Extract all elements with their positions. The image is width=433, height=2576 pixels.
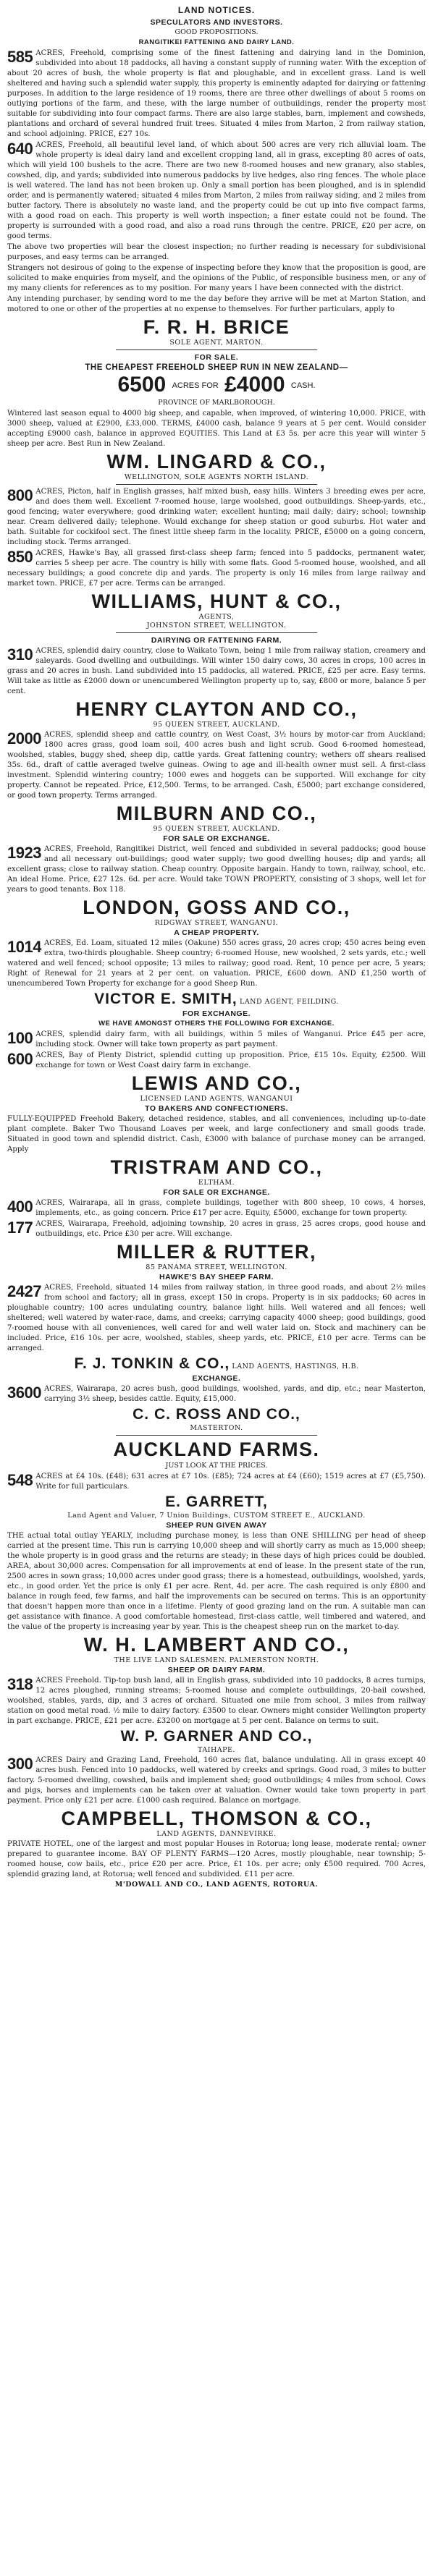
ad-paragraph: PRIVATE HOTEL, one of the largest and most popular Houses in Rotorua; long lease, moderate rental; owner prepared to guarantee income. BAY OF PLENTY FARMS—120 Acres, mostly ploughable, near township; 5-roomed house, cow bails, etc., price £20 per acre. Price, £1 10s. per acre; only £500 required. 700 Acres, splendid grazing land, at Rotorua; well fenced and subdivided. £11 per acre. <box>7 1840 426 1879</box>
firm-name: W. P. GARNER AND CO., <box>120 1728 313 1745</box>
acreage-number: 100 <box>7 1029 33 1048</box>
ad-garner <box>7 1665 426 1755</box>
ad-paragraph: FULLY-EQUIPPED Freehold Bakery, detached residence, stables, and all conveniences, including up-to-date plant complete. Baker Two Thousand Loaves per week, and large confectionery and small goods trade. Situated in good town and splendid district. Cash, £3000 with balance of purchase money can be arranged. Apply <box>7 1115 426 1154</box>
acreage-number: 2427 <box>7 1282 41 1301</box>
acreage-number: 3600 <box>7 1384 41 1402</box>
firm-name: MILBURN AND CO., <box>116 802 317 825</box>
firm-address: LAND AGENTS, HASTINGS, H.B. <box>232 1363 359 1371</box>
ad-label: FOR SALE OR EXCHANGE. <box>163 834 270 844</box>
acreage-number: 177 <box>7 1219 33 1237</box>
ad-label: FOR EXCHANGE. <box>182 1009 251 1019</box>
listing-block <box>7 1219 426 1240</box>
ad-brice <box>7 17 426 350</box>
province: PROVINCE OF MARLBOROUGH. <box>158 399 275 407</box>
listing-text: ACRES Freehold. Tip-top bush land, all in English grass, subdivided into 10 paddocks, 8 acres turnips, 12 acres ploughed, running streams; 5-roomed house and complete outbuildings, 20-bail cowshed, woolshed, stables, yards, dip, and 3 acres of orchard. Situated one mile from school, 3 miles from railway station on good metal road. ½ mile to dairy factory. £3500 to clear. Owners might consider Wellington property in part exchange. PRICE, £21 per acre. £3200 on mortgage at 5 per cent. Balance on terms to suit. <box>7 1677 426 1726</box>
listing-block <box>7 646 426 697</box>
acreage-number: 800 <box>7 486 33 505</box>
firm-address: MASTERTON. <box>190 1424 243 1433</box>
firm-name: E. GARRETT, <box>165 1494 268 1511</box>
firm-address: WELLINGTON, SOLE AGENTS NORTH ISLAND. <box>124 473 309 482</box>
firm-address: LAND AGENT, FEILDING. <box>240 998 339 1007</box>
ad-garrett <box>7 1438 426 1520</box>
firm-address: LICENSED LAND AGENTS, WANGANUI <box>140 1095 293 1103</box>
ad-lingard <box>7 352 426 485</box>
divider <box>116 484 317 485</box>
listing-text: ACRES, Freehold, comprising some of the finest fattening and dairying land in the Dominion, subdivided into about 18 paddocks, all having a constant supply of running water. With the exception of about 20 acres of bush, the whole property is flat and ploughable, and in excellent grass. Land is well sheltered and having such a splendid water supply, this property is eminently adapted for dairying or fattening purposes. In addition to the large residence of 19 rooms, there are three other dwellings of about 5 rooms on outlying portions of the farm, and these, with the large number of outbuildings, render the property most suitable for subdividing into four compact farms. There are also large stables, barn, implement and cowsheds, plantations and orchard of several hundred fruit trees. Situated 4 miles from Marton, 2 from railway station, and school adjoining. PRICE, £27 10s. <box>7 49 426 138</box>
ad-lambert <box>7 1520 426 1665</box>
listing-text: ACRES, Freehold, Rangitikei District, well fenced and subdivided in several paddocks; good house and all necessary out-buildings; good water supply; two good dwelling houses; dip and yards; all excellent grass; close to railway station. Cheap country. Opposite bargain. Handy to town, railway, school, etc. An ideal Home. Price, £27 12s. 6d. per acre. Would take TOWN PROPERTY, consisting of 3 shops, well let for years to good tenants. Box 118. <box>7 845 426 894</box>
listing-block <box>7 1676 426 1726</box>
firm-name: C. C. ROSS AND CO., <box>133 1406 300 1423</box>
ad-tristram <box>7 1103 426 1187</box>
listing-text: ACRES, Wairarapa, Freehold, adjoining township, 20 acres in grass, 25 acres crops, good house and outbuildings, etc. Price £30 per acre. Will exchange. <box>35 1220 426 1239</box>
ad-paragraph: Wintered last season equal to 4000 big sheep, and capable, when improved, of wintering 10,000. PRICE, with 3000 sheep, valued at £2900, £33,000. TERMS, £4000 cash, balance 9 years at 5 per cent. Would consider accepting £9000 cash, balance in approved EQUITIES. This Land at £3 5s. per acre this year will winter 5 sheep per acre. Best Run in New Zealand. <box>7 410 426 449</box>
firm-name: HENRY CLAYTON AND CO., <box>75 698 358 721</box>
price-acres: 6500 <box>117 373 167 397</box>
listing-block <box>7 939 426 989</box>
listing-block <box>7 844 426 895</box>
ad-mdowall <box>7 1839 426 1889</box>
acreage-number: 2000 <box>7 729 41 748</box>
ad-subheading: JUST LOOK AT THE PRICES. <box>165 1462 268 1470</box>
acreage-number: 548 <box>7 1471 33 1490</box>
firm-name: LEWIS AND CO., <box>131 1072 302 1095</box>
ad-label: SHEEP RUN GIVEN AWAY <box>166 1521 267 1530</box>
divider <box>116 632 317 633</box>
ad-campbell-thomson <box>7 1755 426 1839</box>
firm-name: WILLIAMS, HUNT & CO., <box>91 590 342 613</box>
firm-address: Land Agent and Valuer, 7 Union Buildings, CUSTOM STREET E., AUCKLAND. <box>67 1512 366 1520</box>
listing-text: ACRES, Hawke's Bay, all grassed first-class sheep farm; fenced into 5 paddocks, permanent water, carries 5 sheep per acre. The country is hilly with some flats. Good 5-roomed house, woolshed, and all necessary buildings; a good concrete dip and yards. The property is only 16 miles from large railway and market town. PRICE, £7 per acre. Terms can be arranged. <box>7 549 426 588</box>
ad-label: EXCHANGE. <box>192 1374 241 1384</box>
acreage-number: 640 <box>7 140 33 158</box>
listing-text: ACRES Dairy and Grazing Land, Freehold, 160 acres flat, balance undulating. All in grass except 40 acres bush. Fenced into 10 paddocks, well watered by creeks and springs. Good road, 3 miles to butter factory. 5-roomed dwelling, cowshed, bails and implement shed; good outbuildings; 4 miles from school. Cows and pigs, horses and implements can be taken over at valuation. Owner would take town property in part payment. Price only £21 per acre. £1000 cash required. Balance on mortgage. <box>7 1756 426 1805</box>
firm-name: MILLER & RUTTER, <box>117 1241 316 1263</box>
acreage-number: 1923 <box>7 844 41 863</box>
ad-label: SHEEP OR DAIRY FARM. <box>167 1666 266 1675</box>
listing-text: ACRES at £4 10s. (£48); 631 acres at £7 10s. (£85); 724 acres at £4 (£60); 1519 acres at £7 (£5,750). Write for full particulars. <box>35 1473 426 1491</box>
listing-text: ACRES, Freehold, situated 14 miles from railway station, in three good roads, and about 2½ miles from school and factory; all in grass, except 150 in crops. Property is in six paddocks; 60 acres in ploughable country; 100 acres undulating country, balance light hills. Well watered and all fences; well sheltered; well watered by water-race, dams, and creeks; carrying capacity 4000 sheep; good buildings, good 7-roomed house with all conveniences, well cared for and well water laid on. Stock and machinery can be included. Price, £16 10s. per acre, woolshed, stables, sheep yards, etc. PRICE, £10 per acre. Terms can be arranged. <box>7 1284 426 1353</box>
firm-name: WM. LINGARD & CO., <box>106 451 327 473</box>
listing-block <box>7 48 426 140</box>
acreage-number: 400 <box>7 1198 33 1216</box>
firm-address: ELTHAM. <box>198 1179 235 1187</box>
firm-agents: AGENTS, <box>198 613 235 622</box>
ad-miller-rutter <box>7 1187 426 1272</box>
firm-address: LAND AGENTS, DANNEVIRKE. <box>156 1830 277 1839</box>
divider <box>116 349 317 350</box>
acreage-number: 300 <box>7 1755 33 1774</box>
ad-lewis <box>7 1009 426 1103</box>
ad-label: FOR SALE OR EXCHANGE. <box>163 1188 270 1198</box>
firm-address: RIDGWAY STREET, WANGANUI. <box>154 919 279 928</box>
listing-block <box>7 1051 426 1071</box>
ad-label: TO BAKERS AND CONFECTIONERS. <box>145 1104 288 1114</box>
ad-heading: SPECULATORS AND INVESTORS. <box>150 18 283 27</box>
ad-ross <box>7 1373 426 1436</box>
ad-label: DAIRYING OR FATTENING FARM. <box>151 636 282 645</box>
listing-block <box>7 487 426 548</box>
listing-text: ACRES, Freehold, all beautiful level land, of which about 500 acres are very rich alluvial loam. The whole property is ideal dairy land and excellent cropping land, all in grass, excepting 80 acres of oats, which will yield 100 bushels to the acre. There are two new 8-roomed houses and new granary, also stables, cowshed, dip, and yards; subdivided into numerous paddocks by live hedges, also ring fences. The whole place is well watered. The land has not been broken up. Only a small portion has been ploughed, and is in splendid order, and is permanently watered; situated 4 miles from Marton, 2 miles from railway siding, and 2 miles from butter factory. There is absolutely no waste land, and the property could be cut up into five compact farms, with a good road on each. This property is well worth inspection; a finer estate could not be found. The property is surrounded with a good road, and also a road runs through the centre. PRICE, £20 per acre, on good terms. <box>7 141 426 240</box>
section-title: LAND NOTICES. <box>177 5 256 15</box>
listing-block <box>7 1472 426 1492</box>
ad-headline: WE HAVE AMONGST OTHERS THE FOLLOWING FOR EXCHANGE. <box>98 1020 335 1028</box>
listing-text: ACRES, Ed. Loam, situated 12 miles (Oakune) 550 acres grass, 20 acres crop; 450 acres being even extra, two-thirds ploughable. Sheep country; 6-roomed House, new woolshed, 2 sets yards, etc.; well watered and well fenced; school opposite; 13 miles to railway; good road. Rent, 10 pence per acre, 5 years; Right of Renewal for 21 years at 2 per cent. on valuation. PRICE, £600 down. AND £1,250 worth of unencumbered Town Property for exchange for a good Sheep Run. <box>7 939 426 988</box>
ad-region: RANGITIKEI FATTENING AND DAIRY LAND. <box>138 38 295 46</box>
listing-block <box>7 1198 426 1219</box>
price-mid: ACRES FOR <box>172 381 219 391</box>
listing-block <box>7 1030 426 1050</box>
listing-block <box>7 140 426 242</box>
ad-label: FOR SALE. <box>194 353 239 362</box>
firm-address: JOHNSTON STREET, WELLINGTON. <box>146 622 287 630</box>
acreage-number: 310 <box>7 645 33 664</box>
listing-text: ACRES, Picton, half in English grasses, half mixed bush, easy hills. Winters 3 breeding ewes per acre, and does them well. Excellent 7-roomed house, large woolshed, good outbuildings. Sheep-yards, etc., good fencing; water everywhere; good drinking water; excellent hunting; mail daily; dairy; school; township near. Cream delivered daily; telephone. Would exchange for sheep station or good suburbs. Hot water and bath. Suitable for cockifool sect. The finest little sheep farm in the locality. PRICE, £5000 on a going concern, including stock. Terms arranged. <box>7 488 426 547</box>
ad-victor-smith <box>7 928 426 1009</box>
acreage-number: 318 <box>7 1675 33 1694</box>
ad-subheading: GOOD PROPOSITIONS. <box>175 28 258 36</box>
firm-address: 95 QUEEN STREET, AUCKLAND. <box>153 825 280 834</box>
ad-tonkin <box>7 1272 426 1373</box>
firm-name: VICTOR E. SMITH, <box>94 991 237 1008</box>
firm-name: W. H. LAMBERT AND CO., <box>83 1634 350 1656</box>
firm-name: TRISTRAM AND CO., <box>110 1156 323 1179</box>
firm-name: LONDON, GOSS AND CO., <box>83 897 350 919</box>
listing-block <box>7 548 426 589</box>
price-line <box>7 373 426 398</box>
ad-henry-clayton <box>7 635 426 729</box>
firm-name: M'DOWALL AND CO., LAND AGENTS, ROTORUA. <box>114 1881 319 1889</box>
ad-milburn <box>7 730 426 834</box>
listing-text: ACRES, splendid dairy farm, with all buildings, within 5 miles of Wanganui. Price £45 per acre, including stock. Owner will take town property as part payment. <box>35 1030 426 1049</box>
acreage-number: 1014 <box>7 938 41 957</box>
ad-london-goss <box>7 834 426 928</box>
listing-text: ACRES, Wairarapa, all in grass, complete buildings, together with 800 sheep, 10 cows, 4 horses, implements, etc., as going concern. Price £17 per acre. Equity, £5000, exchange for town property. <box>35 1199 426 1218</box>
ad-heading: AUCKLAND FARMS. <box>113 1439 320 1461</box>
listing-block <box>7 730 426 801</box>
listing-text: ACRES, Wairarapa, 20 acres bush, good buildings, woolshed, yards, and dip, etc.; near Masterton, carrying 3½ sheep, besides cattle. Equity, £15,000. <box>43 1385 426 1404</box>
divider <box>116 1435 317 1436</box>
ad-label: A CHEAP PROPERTY. <box>174 928 259 938</box>
listing-text: ACRES, Bay of Plenty District, splendid cutting up proposition. Price, £15 10s. Equity, £2500. Will exchange for town or West Coast dairy farm in exchange. <box>35 1051 426 1070</box>
ad-williams-hunt <box>7 487 426 633</box>
ad-headline: THE CHEAPEST FREEHOLD SHEEP RUN IN NEW ZEALAND— <box>85 363 348 372</box>
firm-address: SOLE AGENT, MARTON. <box>169 339 264 347</box>
ad-paragraph: THE actual total outlay YEARLY, including purchase money, is less than ONE SHILLING per head of sheep carried at the present time. This run is carrying 10,000 sheep and will shortly carry as much as 15,000 sheep; the whole property is in good grass and the returns are steady; in these days of high prices could be doubled. AREA, about 30,000 acres. Compensation for all improvements at end of lease. In the present state of the run, 2500 acres in sown grass; 10,000 acres under good grass; there is a homestead, outbuildings, woolshed, yards, etc., in good order. Yet the price is only £1 per acre. Rent, 4d. per acre. The cash required is only £800 and balance in rough feed, few farms, and half the improvements can be secured on terms. This is an opportunity that doesn't happen more than once in a lifetime. Plenty of good grazing land on the run. A suitable man can get assistance with finance. A good comfortable homestead, first-class cattle, well timbered and watered, and the value of the property is increasing year by year. This is the cheapest sheep run on the market to-day. <box>7 1532 426 1632</box>
price-amount: £4000 <box>224 373 285 397</box>
firm-name: F. J. TONKIN & CO., <box>74 1355 230 1373</box>
listing-block <box>7 1755 426 1806</box>
ad-paragraph: The above two properties will bear the closest inspection; no further reading is necessary for subdivisional purposes, and easy terms can be arranged. <box>7 243 426 261</box>
acreage-number: 600 <box>7 1050 33 1069</box>
acreage-number: 850 <box>7 548 33 567</box>
listing-block <box>7 1384 426 1404</box>
firm-address: THE LIVE LAND SALESMEN. PALMERSTON NORTH. <box>114 1656 319 1665</box>
acreage-number: 585 <box>7 48 33 66</box>
firm-address: 85 PANAMA STREET, WELLINGTON. <box>146 1263 287 1272</box>
price-tail: CASH. <box>290 381 316 391</box>
ad-paragraph: Any intending purchaser, by sending word to me the day before they arrive will be met at Marton Station, and motored to one or other of the properties at no expense to themselves. For further particulars, apply to <box>7 295 426 313</box>
firm-line <box>7 1355 426 1373</box>
listing-text: ACRES, splendid sheep and cattle country, on West Coast, 3½ hours by motor-car from Auckland; 1800 acres grass, good loam soil, 400 acres bush and light scrub. Good 6-roomed homestead, woolshed, stables, buggy shed, sheep dip, cattle yards. Great fattening country; wethers off shears realised 35s. 6d., draft of cattle averaged twelve guineas. Owing to age and ill-health owner must sell. A first-class investment. Splendid wintering country; 1000 ewes and hoggets can be supported. Will exchange for city property. Cannot be repeated. Price, £12,500. Terms, to be arranged. Cash, £5000; part exchange considered, or good town property. Terms arranged. <box>7 731 426 800</box>
firm-address: 95 QUEEN STREET, AUCKLAND. <box>153 721 280 729</box>
ad-paragraph: Strangers not desirous of going to the expense of inspecting before they know that the proposition is good, are solicited to make enquiries from myself, and the opinions of the Public, of responsible business men, or any of my many clients for references as to my position. For many years I have been connected with the district. <box>7 264 426 292</box>
listing-block <box>7 1283 426 1354</box>
ad-label: HAWKE'S BAY SHEEP FARM. <box>159 1273 274 1282</box>
listing-text: ACRES, splendid dairy country, close to Waikato Town, being 1 mile from railway station, creamery and saleyards. Good dwelling and outbuildings. Will winter 150 dairy cows, 30 acres in crops, 100 acres in grass and 20 acres in bush. Land subdivided into 15 paddocks, all watered. PRICE, £25 per acre. Easy terms. Will take as little as £2000 down or unencumbered Wellington property up to, say, £800 or more, balance 5 per cent. <box>7 647 426 696</box>
firm-name: F. R. H. BRICE <box>143 316 290 338</box>
firm-address: TAIHAPE. <box>198 1746 235 1755</box>
firm-line <box>7 990 426 1009</box>
firm-name: CAMPBELL, THOMSON & CO., <box>61 1808 372 1830</box>
